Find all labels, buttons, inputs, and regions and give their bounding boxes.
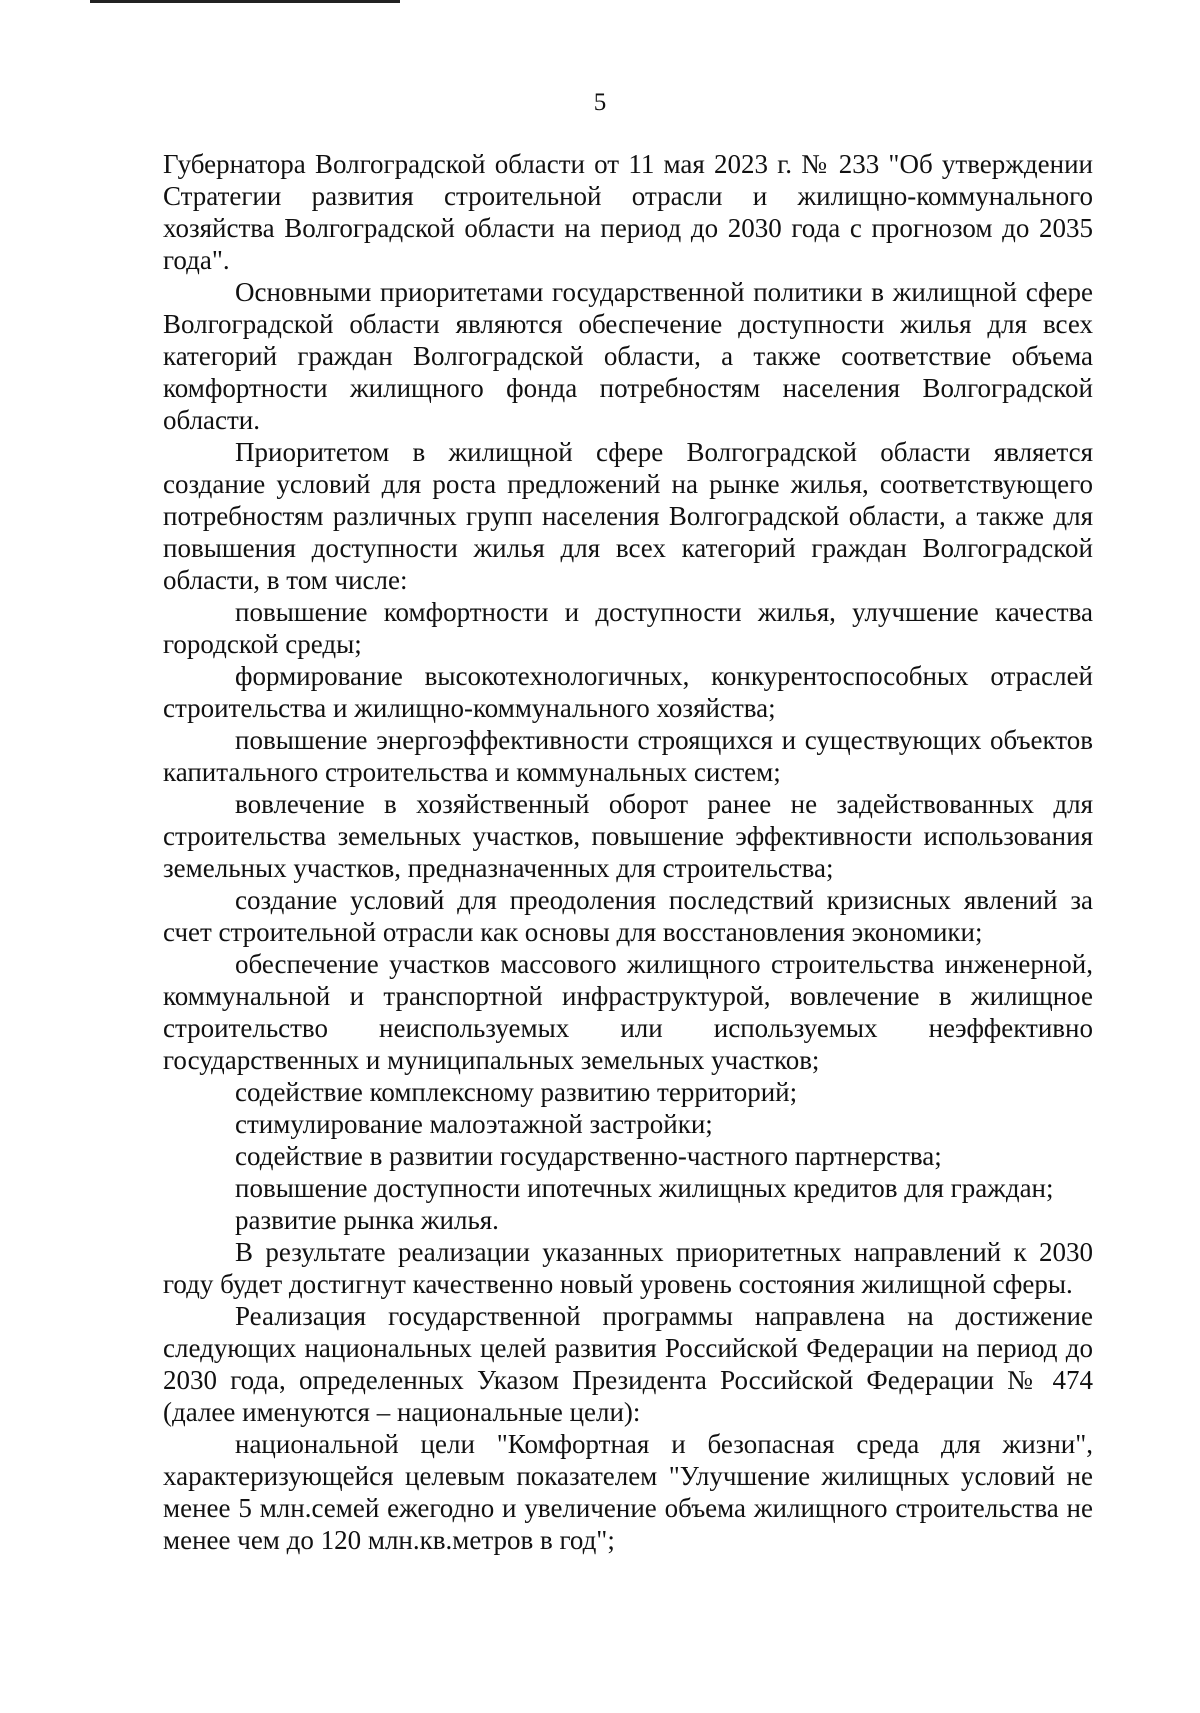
list-item: содействие в развитии государственно-частного партнерства;: [235, 1141, 942, 1171]
list-item: создание условий для преодоления последствий кризисных явлений за счет строительной отрасли как основы для восстановления экономики;: [163, 885, 1093, 947]
list-item: повышение комфортности и доступности жилья, улучшение качества городской среды;: [163, 597, 1093, 659]
paragraph-comfortable-environment-goal: национальной цели "Комфортная и безопасная среда для жизни", характеризующейся целевым показателем "Улучшение жилищных условий не менее 5 млн.семей ежегодно и увеличение объема жилищного строительства не менее чем до 120 млн.кв.метров в год";: [163, 1429, 1093, 1555]
paragraph-housing-priority: Приоритетом в жилищной сфере Волгоградской области является создание условий для роста предложений на рынке жилья, соответствующего потребностям различных групп населения Волгоградской области, а также для повышения доступности жилья для всех категорий граждан Волгоградской области, в том числе:: [163, 437, 1093, 595]
list-item: содействие комплексному развитию территорий;: [235, 1077, 798, 1107]
paragraph-expected-result: В результате реализации указанных приоритетных направлений к 2030 году будет достигнут качественно новый уровень состояния жилищной сферы.: [163, 1237, 1093, 1299]
list-item: повышение энергоэффективности строящихся и существующих объектов капитального строительства и коммунальных систем;: [163, 725, 1093, 787]
list-item: повышение доступности ипотечных жилищных кредитов для граждан;: [235, 1173, 1054, 1203]
paragraph-decree-reference: Губернатора Волгоградской области от 11 мая 2023 г. № 233 "Об утверждении Стратегии развития строительной отрасли и жилищно-коммунального хозяйства Волгоградской области на период до 2030 года с прогнозом до 2035 года".: [163, 149, 1093, 275]
list-item: формирование высокотехнологичных, конкурентоспособных отраслей строительства и жилищно-коммунального хозяйства;: [163, 661, 1093, 723]
list-item: развитие рынка жилья.: [235, 1205, 499, 1235]
list-item: вовлечение в хозяйственный оборот ранее не задействованных для строительства земельных участков, повышение эффективности использования земельных участков, предназначенных для строительства;: [163, 789, 1093, 883]
paragraph-policy-priorities: Основными приоритетами государственной политики в жилищной сфере Волгоградской области являются обеспечение доступности жилья для всех категорий граждан Волгоградской области, а также соответствие объема комфортности жилищного фонда потребностям населения Волгоградской области.: [163, 277, 1093, 435]
document-body: [163, 148, 1093, 1556]
page-number: 5: [593, 89, 607, 116]
scan-edge-mark: [90, 0, 400, 3]
paragraph-national-goals: Реализация государственной программы направлена на достижение следующих национальных целей развития Российской Федерации на период до 2030 года, определенных Указом Президента Российской Федерации № 474 (далее именуются – национальные цели):: [163, 1301, 1093, 1427]
list-item: обеспечение участков массового жилищного строительства инженерной, коммунальной и транспортной инфраструктурой, вовлечение в жилищное строительство неиспользуемых или используемых неэффективно государственных и муниципальных земельных участков;: [163, 949, 1093, 1075]
list-item: стимулирование малоэтажной застройки;: [235, 1109, 713, 1139]
